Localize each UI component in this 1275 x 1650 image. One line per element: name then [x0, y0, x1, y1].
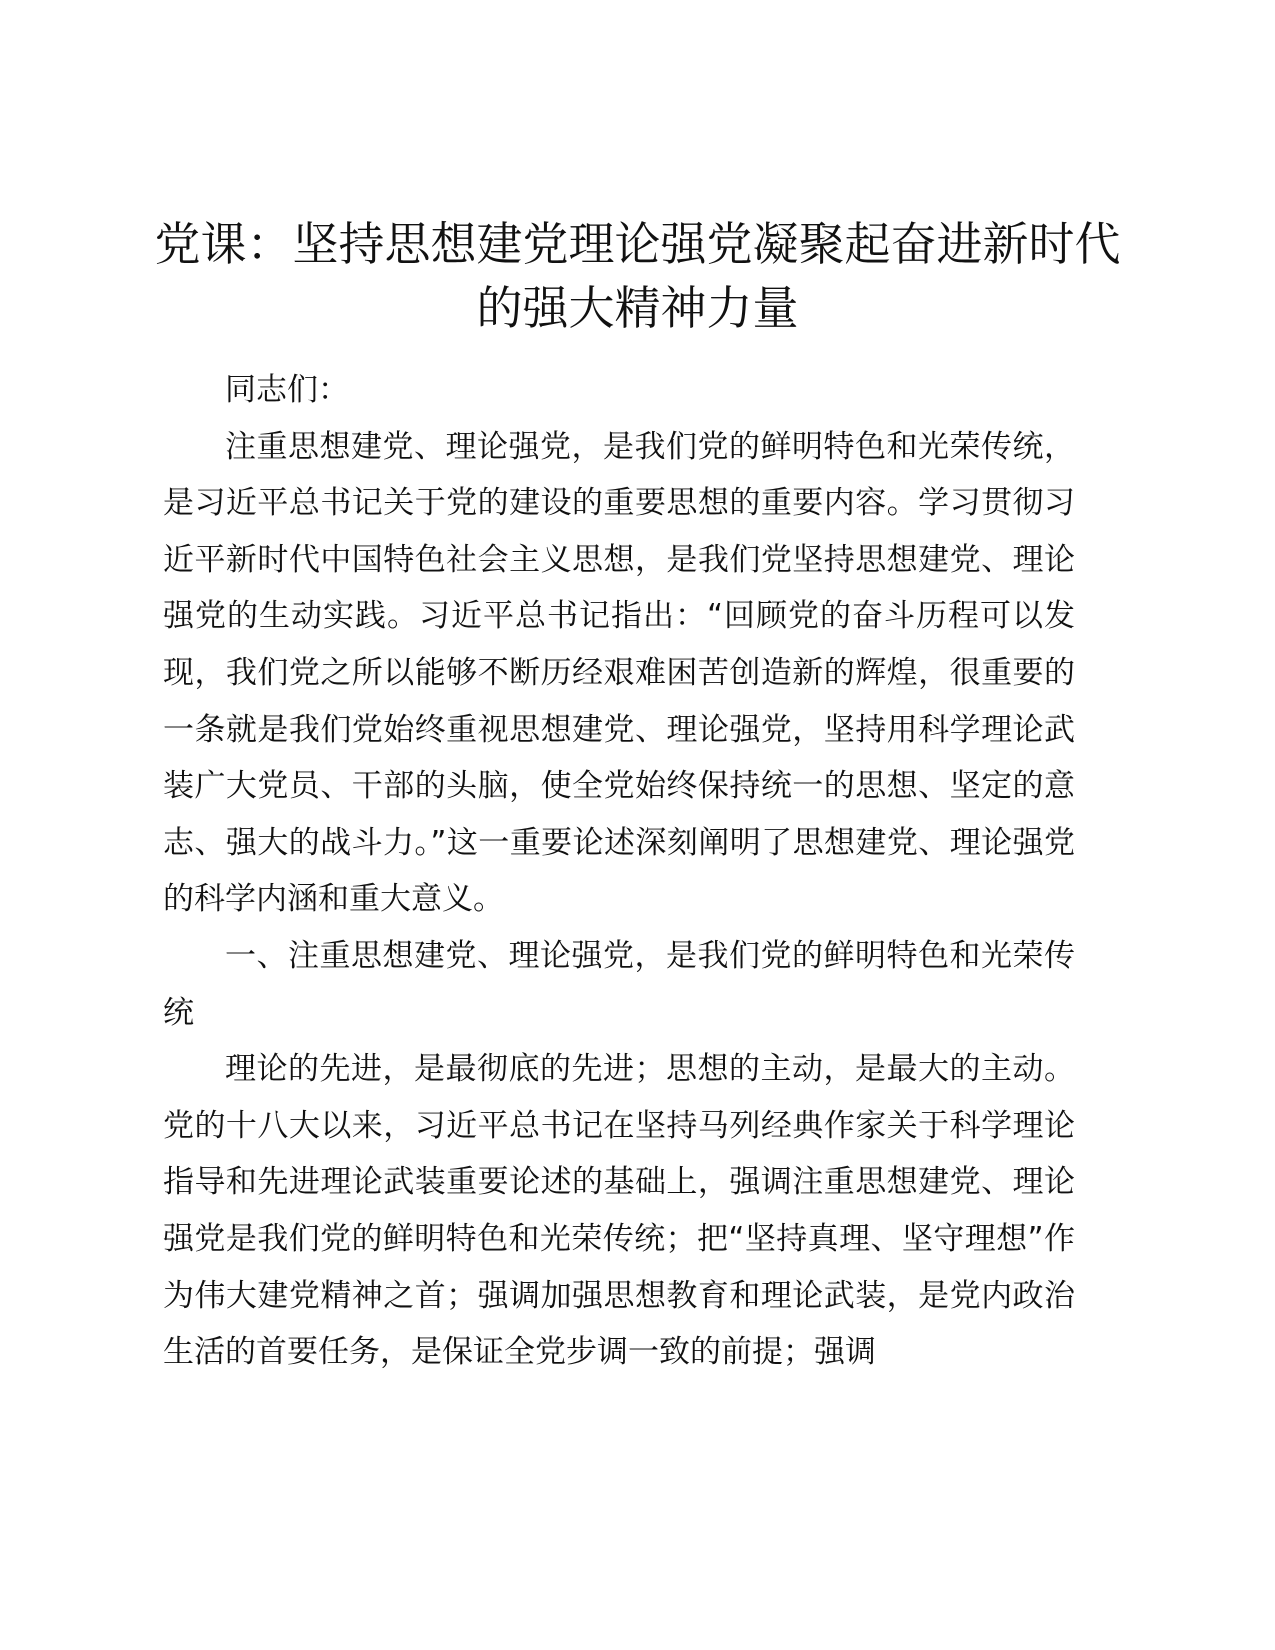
- document-body: [163, 362, 1075, 1381]
- salutation: 同志们：: [225, 372, 349, 408]
- section-paragraph: 理论的先进，是最彻底的先进；思想的主动，是最大的主动。党的十八大以来，习近平总书记在坚持马列经典作家关于科学理论指导和先进理论武装重要论述的基础上，强调注重思想建党、理论强党是我们党的鲜明特色和光荣传统；把“坚持真理、坚守理想”作为伟大建党精神之首；强调加强思想教育和理论武装，是党内政治生活的首要任务，是保证全党步调一致的前提；强调: [163, 1051, 1075, 1371]
- document-title: 党课：坚持思想建党理论强党凝聚起奋进新时代的强大精神力量: [154, 217, 1121, 335]
- intro-paragraph: 注重思想建党、理论强党，是我们党的鲜明特色和光荣传统，是习近平总书记关于党的建设的重要思想的重要内容。学习贯彻习近平新时代中国特色社会主义思想，是我们党坚持思想建党、理论强党的生动实践。习近平总书记指出：“回顾党的奋斗历程可以发现，我们党之所以能够不断历经艰难困苦创造新的辉煌，很重要的一条就是我们党始终重视思想建党、理论强党，坚持用科学理论武装广大党员、干部的头脑，使全党始终保持统一的思想、坚定的意志、强大的战斗力。”这一重要论述深刻阐明了思想建党、理论强党的科学内涵和重大意义。: [163, 428, 1075, 918]
- section-heading: 一、注重思想建党、理论强党，是我们党的鲜明特色和光荣传统: [163, 937, 1075, 1031]
